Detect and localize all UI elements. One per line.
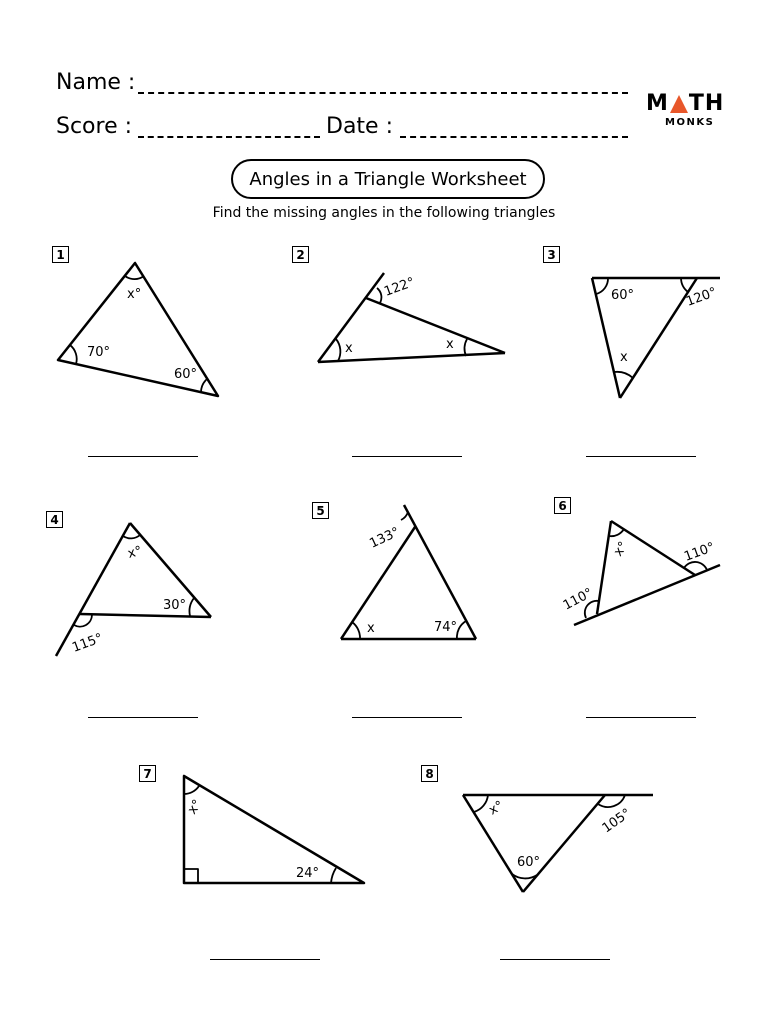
problem-number: 6 (554, 497, 571, 514)
triangle-side (404, 505, 476, 639)
angle-label: 105° (599, 806, 634, 837)
angle-label: 122° (382, 274, 417, 300)
problem-number: 7 (139, 765, 156, 782)
angle-label: x (345, 341, 353, 356)
triangle-5 (341, 505, 476, 639)
angle-arc (125, 276, 144, 279)
angle-label: 70° (87, 345, 111, 360)
angle-label: x (367, 621, 375, 636)
angle-label: x (620, 350, 628, 365)
angle-label: 60° (517, 855, 541, 870)
problem-number: 1 (52, 246, 69, 263)
angle-label: 60° (611, 288, 635, 303)
problem-number: 5 (312, 502, 329, 519)
problem-number: 3 (543, 246, 560, 263)
angle-arc (189, 598, 194, 616)
instructions: Find the missing angles in the following triangles (212, 205, 556, 221)
angle-arc (512, 874, 537, 878)
angle-arc (681, 278, 688, 292)
angle-label: 110° (560, 585, 596, 614)
triangle-8 (463, 795, 653, 892)
triangle-side (574, 565, 720, 625)
right-angle-mark (184, 869, 198, 883)
logo-th: TH (688, 91, 725, 116)
angle-label: 110° (682, 539, 717, 565)
angle-label: x° (486, 798, 507, 819)
angle-arc (352, 622, 360, 639)
angle-arc (596, 278, 608, 294)
triangle-side (597, 521, 611, 614)
angle-label: x (446, 337, 454, 352)
triangle-2 (318, 273, 505, 362)
angle-arc (465, 339, 467, 356)
angle-arc (201, 379, 207, 392)
triangle-3 (592, 278, 720, 398)
triangle-side (523, 795, 605, 892)
angle-arc (123, 535, 140, 538)
triangle-1 (58, 263, 218, 396)
angle-label: x° (126, 543, 144, 562)
triangle-side (80, 614, 211, 617)
date-label: Date : (326, 114, 393, 139)
angle-label: 115° (70, 630, 105, 656)
angle-arc (614, 372, 633, 378)
angle-label: 60° (174, 367, 198, 382)
triangle-7 (184, 776, 364, 883)
angle-arc (474, 795, 488, 812)
triangle-side (366, 298, 505, 353)
angle-arc (184, 786, 199, 794)
angle-arc (331, 868, 336, 883)
logo-m: M (646, 91, 669, 116)
problem-number: 4 (46, 511, 63, 528)
angle-label: 74° (434, 620, 458, 635)
angle-label: 120° (684, 284, 719, 310)
logo-subtitle: MONKS (665, 117, 715, 128)
angle-arc (457, 621, 466, 639)
worksheet-title-text: Angles in a Triangle Worksheet (249, 168, 527, 190)
triangle-6 (561, 521, 720, 625)
angle-label: x° (610, 539, 632, 560)
triangle-4 (56, 523, 211, 656)
angle-label: 24° (296, 866, 320, 881)
angle-label: x° (127, 287, 142, 302)
angle-arc (377, 288, 381, 303)
angle-arc (609, 529, 624, 536)
name-label: Name : (56, 70, 136, 95)
problem-number: 2 (292, 246, 309, 263)
triangle-shape (184, 776, 364, 883)
angle-arc (401, 512, 408, 520)
score-label: Score : (56, 114, 133, 139)
angle-label: 30° (163, 598, 187, 613)
problem-number: 8 (421, 765, 438, 782)
angle-label: x° (184, 797, 206, 818)
angle-arc (70, 345, 77, 364)
angle-label: 133° (367, 524, 403, 552)
angle-arc (336, 339, 340, 361)
